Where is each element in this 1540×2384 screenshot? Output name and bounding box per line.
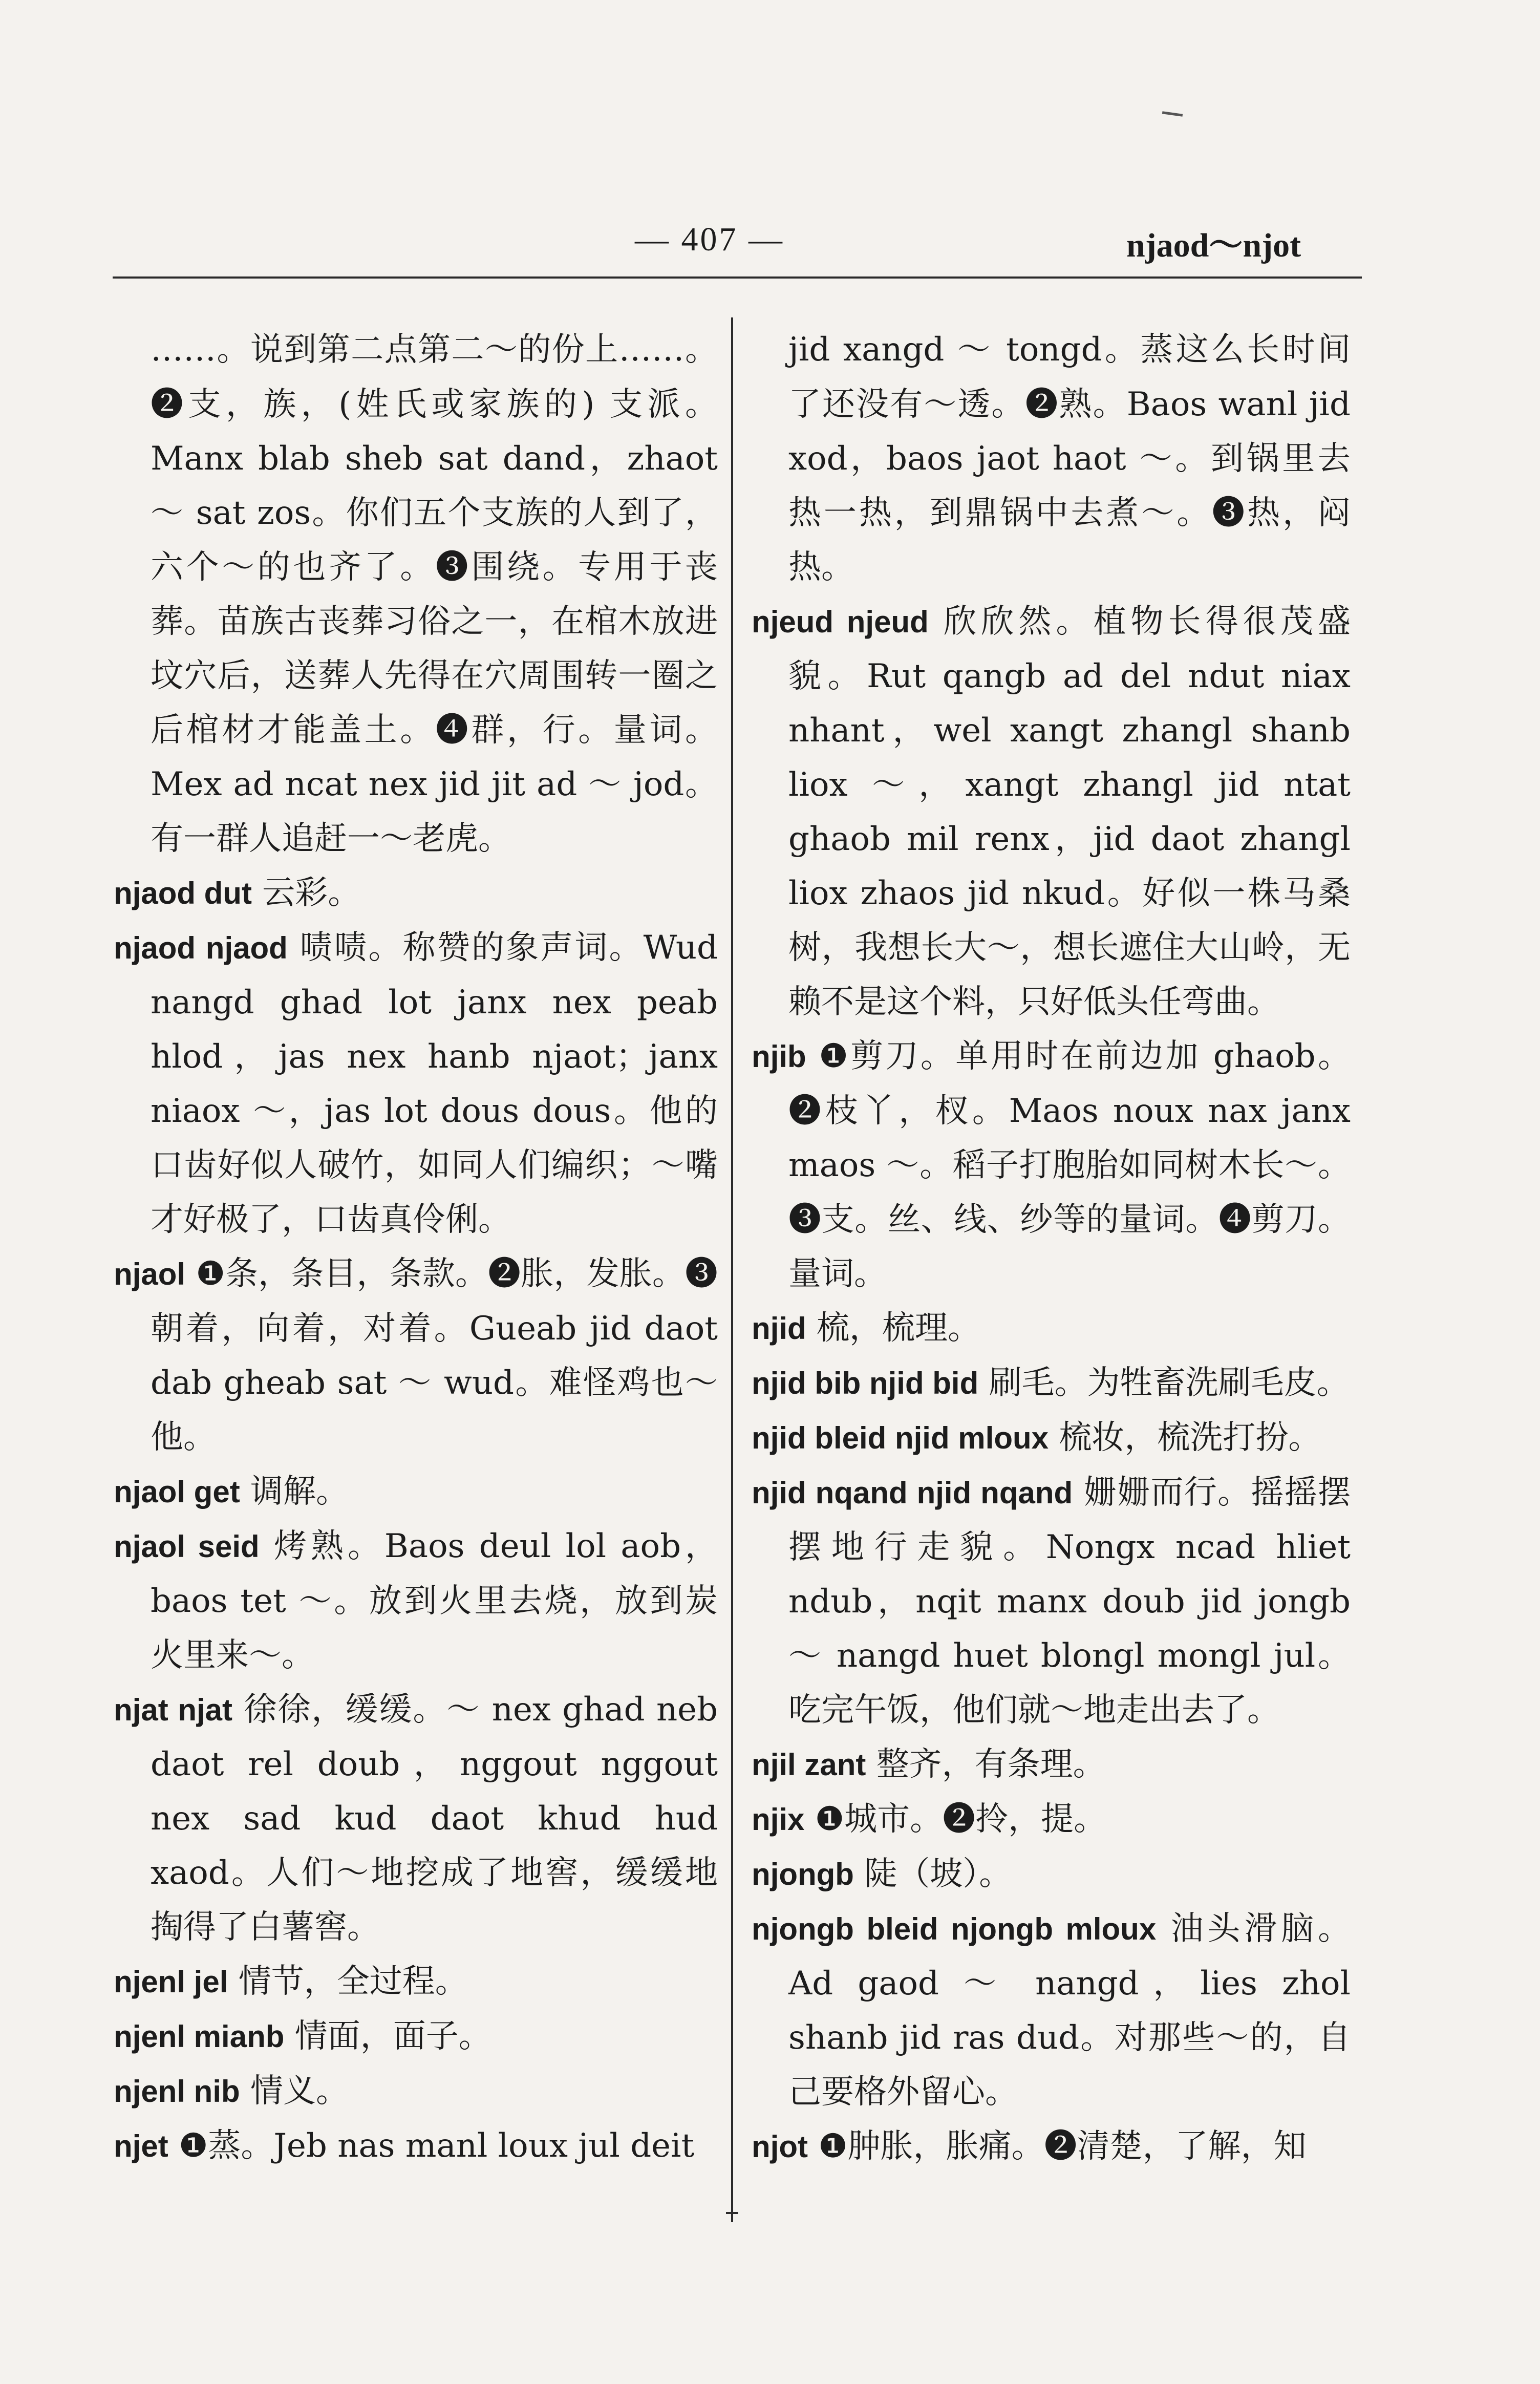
headword: njaol get [114, 1475, 240, 1509]
headword: njil zant [752, 1748, 866, 1782]
definition: 陡（坡）。 [864, 1855, 1012, 1893]
headword: njenl nib [114, 2074, 240, 2109]
definition: ❶蒸。Jeb nas manl loux jul deit [179, 2127, 695, 2165]
headword: njet [114, 2129, 168, 2163]
definition: 欣欣然。植物长得很茂盛貌。Rut qangb ad del ndut niax nhant，wel xangt zhangl shanb liox ～，xangt zhangl jid ntat ghaob mil renx，jid daot zhangl liox zhaos jid nkud。好似一株马桑树，我想长大～，想长遮住大山岭，无赖不是这个料，只好低头任弯曲。 [788, 603, 1351, 1021]
entry [752, 1465, 1351, 1737]
entry [752, 1356, 1351, 1411]
headword: njid nqand njid nqand [752, 1476, 1073, 1510]
headword: njaod njaod [114, 931, 288, 965]
entry [752, 323, 1351, 594]
definition: 情义。 [250, 2072, 349, 2110]
definition: ……。说到第二点第二～的份上……。❷支，族，(姓氏或家族的) 支派。Manx blab sheb sat dand，zhaot ～ sat zos。你们五个支族的人到了，六个～的也齐了。❸围绕。专用于丧葬。苗族古丧葬习俗之一，在棺木放进坟穴后，送葬人先得在穴周围转一圈之后棺材才能盖土。❹群，行。量词。Mex ad ncat nex jid jit ad ～ jod。有一群人追赶一～老虎。 [151, 331, 718, 858]
entry [752, 1411, 1351, 1465]
definition: 徐徐，缓缓。～ nex ghad neb daot rel doub，nggout nggout nex sad kud daot khud hud xaod。人们～地挖成了地窖，缓缓地掏得了白薯窖。 [151, 1691, 718, 1946]
headword: njongb [752, 1857, 854, 1891]
column-divider [731, 317, 733, 2222]
definition: 梳，梳理。 [816, 1309, 980, 1347]
definition: 烤熟。Baos deul lol aob，baos tet ～。放到火里去烧，放到炭火里来～。 [151, 1527, 718, 1674]
headword: njid [752, 1311, 806, 1346]
entry [752, 1737, 1351, 1792]
right-column [752, 323, 1351, 2174]
headword: njot [752, 2130, 808, 2164]
headword: njongb bleid njongb mloux [752, 1912, 1157, 1946]
headword: njib [752, 1039, 806, 1074]
entry [114, 1464, 718, 1519]
definition: 云彩。 [262, 874, 361, 912]
headword: njix [752, 1802, 805, 1837]
definition: 油头滑脑。Ad gaod ～ nangd，lies zhol shanb jid ras dud。对那些～的，自己要格外留心。 [788, 1910, 1351, 2111]
definition: 整齐，有条理。 [876, 1746, 1106, 1783]
headword: njaol seid [114, 1529, 260, 1564]
entry [114, 921, 718, 1247]
entry [752, 594, 1351, 1029]
entry [114, 1954, 718, 2009]
entry [752, 1029, 1351, 1301]
stray-mark [1162, 111, 1183, 117]
headword: njeud njeud [752, 605, 929, 639]
entry [752, 2119, 1351, 2174]
headword: njenl jel [114, 1965, 228, 1999]
definition: jid xangd ～ tongd。蒸这么长时间了还没有～透。❷熟。Baos wanl jid xod，baos jaot haot ～。到锅里去热一热，到鼎锅中去煮～。❸热，闷热。 [788, 331, 1351, 586]
definition: 情面，面子。 [294, 2017, 491, 2055]
entry [114, 1247, 718, 1464]
definition: 梳妆，梳洗打扮。 [1059, 1419, 1321, 1457]
entry [752, 1902, 1351, 2119]
definition: 姗姗而行。摇摇摆摆地行走貌。Nongx ncad hliet ndub，nqit manx doub jid jongb ～ nangd huet blongl mongl jul。吃完午饭，他们就～地走出去了。 [788, 1474, 1351, 1729]
definition: ❶肿胀，胀痛。❷清楚，了解，知 [818, 2127, 1307, 2165]
left-column [114, 323, 718, 2174]
definition: 啧啧。称赞的象声词。Wud nangd ghad lot janx nex peab hlod，jas nex hanb njaot；janx niaox ～，jas lot dous dous。他的口齿好似人破竹，如同人们编织；～嘴才好极了，口齿真伶俐。 [151, 929, 718, 1239]
headword: njaod dut [114, 876, 252, 910]
entry [114, 1683, 718, 1954]
headword: njid bleid njid mloux [752, 1421, 1049, 1455]
definition: 情节，全过程。 [238, 1963, 468, 2000]
definition: ❶剪刀。单用时在前边加 ghaob。❷枝丫，杈。Maos noux nax janx maos ～。稻子打胞胎如同树木长～。❸支。丝、线、纱等的量词。❹剪刀。量词。 [788, 1037, 1351, 1293]
running-head: njaod～njot [1126, 227, 1301, 264]
entry [114, 323, 718, 866]
entry [752, 1792, 1351, 1847]
entry [752, 1847, 1351, 1902]
definition: ❶城市。❷拎，提。 [815, 1800, 1107, 1838]
headword: njid bib njid bid [752, 1366, 979, 1400]
definition: 调解。 [250, 1473, 349, 1510]
definition: 刷毛。为牲畜洗刷毛皮。 [989, 1364, 1350, 1402]
headword: njenl mianb [114, 2019, 285, 2054]
entry [114, 2119, 718, 2174]
column-divider-tick [726, 2212, 738, 2214]
definition: ❶条，条目，条款。❷胀，发胀。❸朝着，向着，对着。Gueab jid daot dab gheab sat ～ wud。难怪鸡也～他。 [151, 1255, 718, 1456]
entry [114, 2009, 718, 2064]
entry [114, 2064, 718, 2119]
entry [114, 866, 718, 921]
entry [752, 1301, 1351, 1356]
page-number: — 407 — [635, 221, 784, 258]
headword: njat njat [114, 1693, 233, 1727]
headword: njaol [114, 1257, 186, 1291]
entry [114, 1519, 718, 1683]
header-rule [113, 276, 1362, 279]
